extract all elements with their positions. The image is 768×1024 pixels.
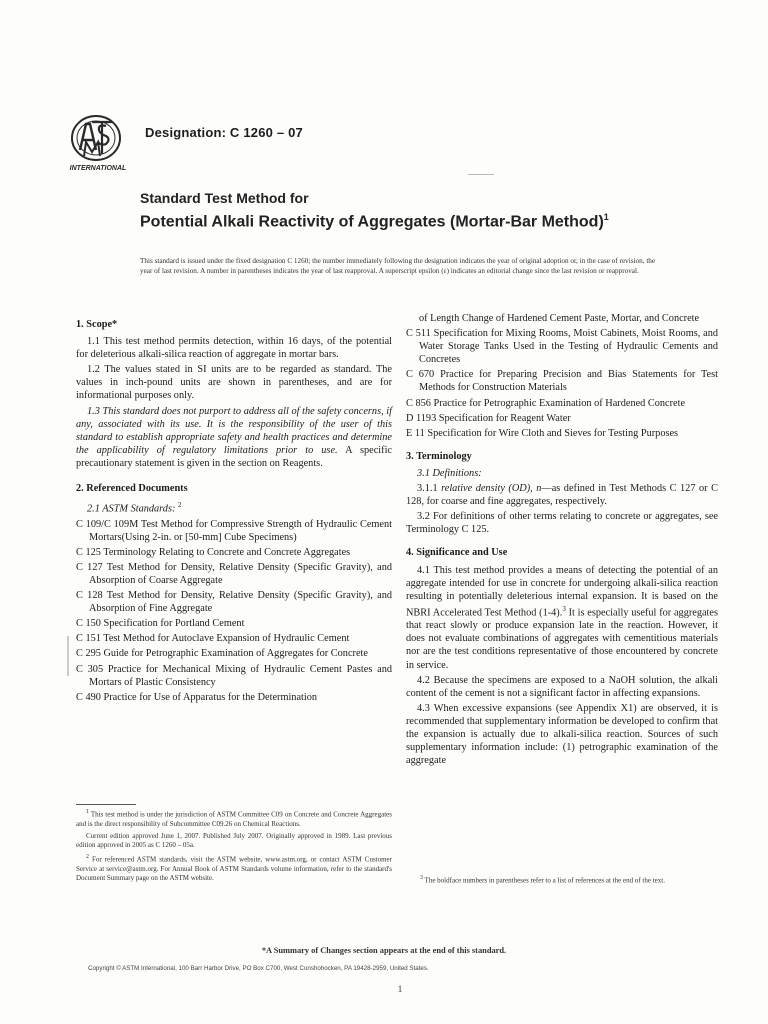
page-number: 1 [397, 984, 403, 994]
scope-heading: 1. Scope* [76, 319, 118, 330]
scope-1-2: 1.2 The values stated in SI units are to be regarded as standard. The values in inch-pound units are shown in parentheses, and are for informational purposes only. [76, 364, 392, 402]
reference-item: C 109/C 109M Test Method for Compressive Strength of Hydraulic Cement Mortars(Using 2-in. or [50-mm] Cube Specimens) [76, 518, 392, 543]
footnote-1-mark: 1 [86, 809, 89, 815]
footnote-2 [76, 853, 392, 884]
footnote-1 [76, 808, 392, 830]
logo-text: INTERNATIONAL [69, 165, 127, 172]
footnote-1-text: This test method is under the jurisdiction of ASTM Committee C09 on Concrete and Concrete Aggregates and is the direct responsibility of Subcommittee C09.26 on Chemical Reactions. [76, 810, 392, 828]
reference-item: C 856 Practice for Petrographic Examination of Hardened Concrete [406, 397, 686, 409]
significance-4-3: 4.3 When excessive expansions (see Appendix X1) are observed, it is recommended that supplementary information be developed to confirm that the expansion is actually due to alkali-silica reaction. Sources of such supplementary information include: (1) petrographic examination of the aggregate [406, 702, 718, 767]
reference-item: C 670 Practice for Preparing Precision and Bias Statements for Test Methods for Construction Materials [406, 369, 718, 394]
title-line-2 [140, 207, 620, 232]
significance-4-1-b: It is especially useful for aggregates that react slowly or produce expansion late in the reaction. However, it does not evaluate combinations of aggregates with cementitious materials nor are the test conditions representative of those encountered by concrete in service. [406, 607, 718, 671]
astm-standards-label-text: 2.1 ASTM Standards: [87, 503, 176, 515]
footnote-1-edition: Current edition approved June 1, 2007. Published July 2007. Originally approved in 1989. Last previous edition approved in 2005 as C 1260 – 05a. [76, 831, 392, 850]
definitions-label-text: 3.1 Definitions: [417, 467, 482, 479]
significance-4-1-mark: 3 [562, 604, 566, 613]
left-column [76, 318, 392, 706]
copyright-line: Copyright © ASTM International, 100 Barr Harbor Drive, PO Box C700, West Conshohocken, PA 19428-2959, United States. [88, 965, 429, 972]
reference-item: C 305 Practice for Mechanical Mixing of Hydraulic Cement Pastes and Mortars of Plastic Consistency [76, 663, 392, 688]
definitions-label [406, 467, 718, 480]
footnote-3-text: The boldface numbers in parentheses refer to a list of references at the end of the text. [424, 876, 665, 885]
definition-term: relative density (OD), n [441, 483, 542, 495]
footnote-3-mark: 3 [420, 875, 423, 881]
reference-item: C 128 Test Method for Density, Relative Density (Specific Gravity), and Absorption of Fine Aggregate [76, 590, 392, 615]
definition-3-2: 3.2 For definitions of other terms relating to concrete or aggregates, see Terminology C 125. [406, 511, 718, 536]
reference-item: C 295 Guide for Petrographic Examination of Aggregates for Concrete [76, 648, 368, 660]
astm-standards-mark: 2 [177, 501, 182, 510]
footnote-3 [410, 874, 720, 886]
reference-item: C 151 Test Method for Autoclave Expansion of Hydraulic Cement [76, 633, 350, 645]
right-column [406, 312, 718, 769]
document-title [140, 190, 620, 232]
summary-note: *A Summary of Changes section appears at the end of this standard. [261, 946, 507, 955]
footnote-rule [76, 804, 136, 805]
definition-text: —as defined in Test Methods C 127 or C 128, for coarse and fine aggregates, respectively. [406, 483, 718, 508]
footnotes-left [76, 804, 392, 886]
reference-item: C 127 Test Method for Density, Relative Density (Specific Gravity), and Absorption of Coarse Aggregate [76, 561, 392, 587]
scan-mark [468, 174, 494, 175]
footnote-2-mark: 2 [86, 853, 89, 860]
scan-edge-mark [67, 636, 69, 676]
preamble: This standard is issued under the fixed designation C 1260; the number immediately following the designation indicates the year of original adoption or, in the case of revision, the year of last revision. A number in parentheses indicates the year of last reapproval. A superscript epsilon (ε) indicates an editorial change since the last revision or reapproval. [140, 257, 656, 275]
definition-3-1-1 [406, 482, 718, 508]
astm-logo [66, 112, 130, 174]
title-line-1: Standard Test Method for [140, 190, 309, 206]
definition-number: 3.1.1 [417, 483, 442, 495]
reference-item: D 1193 Specification for Reagent Water [406, 412, 571, 424]
reference-item: C 511 Specification for Mixing Rooms, Moist Cabinets, Moist Rooms, and Water Storage Tanks Used in the Testing of Hydraulic Cements and Concretes [406, 328, 718, 366]
astm-standards-label [76, 499, 392, 516]
title-footnote-mark: 1 [603, 212, 609, 222]
footnotes-right [410, 874, 720, 888]
reference-item: E 11 Specification for Wire Cloth and Sieves for Testing Purposes [406, 427, 679, 439]
significance-4-1 [406, 564, 718, 672]
scope-1-3 [76, 405, 392, 470]
reference-item: C 490 Practice for Use of Apparatus for the Determination [76, 691, 318, 703]
reference-item: C 125 Terminology Relating to Concrete and Concrete Aggregates [76, 546, 351, 558]
scope-1-1: 1.1 This test method permits detection, within 16 days, of the potential for deleterious alkali-silica reaction of aggregate in mortar bars. [76, 336, 392, 361]
scope-1-3-italic: 1.3 This standard does not purport to address all of the safety concerns, if any, associated with its use. It is the responsibility of the user of this standard to establish appropriate safety and health practices and determine the applicability of regulatory limitations prior to use. [76, 405, 392, 456]
terminology-heading: 3. Terminology [406, 450, 472, 462]
reference-item: C 150 Specification for Portland Cement [76, 618, 245, 630]
designation: Designation: C 1260 – 07 [145, 125, 303, 140]
title-main: Potential Alkali Reactivity of Aggregates (Mortar-Bar Method) [140, 213, 604, 231]
footnote-2-text: For referenced ASTM standards, visit the ASTM website, www.astm.org, or contact ASTM Customer Service at service@astm.org. For Annual Book of ASTM Standards volume information, refer to the standard's Document Summary page on the ASTM website. [76, 855, 392, 883]
significance-4-1-a: 4.1 This test method provides a means of detecting the potential of an aggregate intended for use in concrete for undergoing alkali-silica reaction resulting in potentially deleterious internal expansion. It is based on the NBRI Accelerated Test Method (1-4). [406, 564, 718, 619]
reference-continuation: of Length Change of Hardened Cement Paste, Mortar, and Concrete [419, 313, 700, 324]
refdocs-heading: 2. Referenced Documents [76, 483, 188, 495]
significance-4-2: 4.2 Because the specimens are exposed to a NaOH solution, the alkali content of the cement is not a significant factor in affecting expansions. [406, 674, 718, 699]
significance-heading: 4. Significance and Use [406, 547, 508, 559]
scope-1-3-normal: A specific precautionary statement is given in the section on Reagents. [76, 444, 393, 469]
